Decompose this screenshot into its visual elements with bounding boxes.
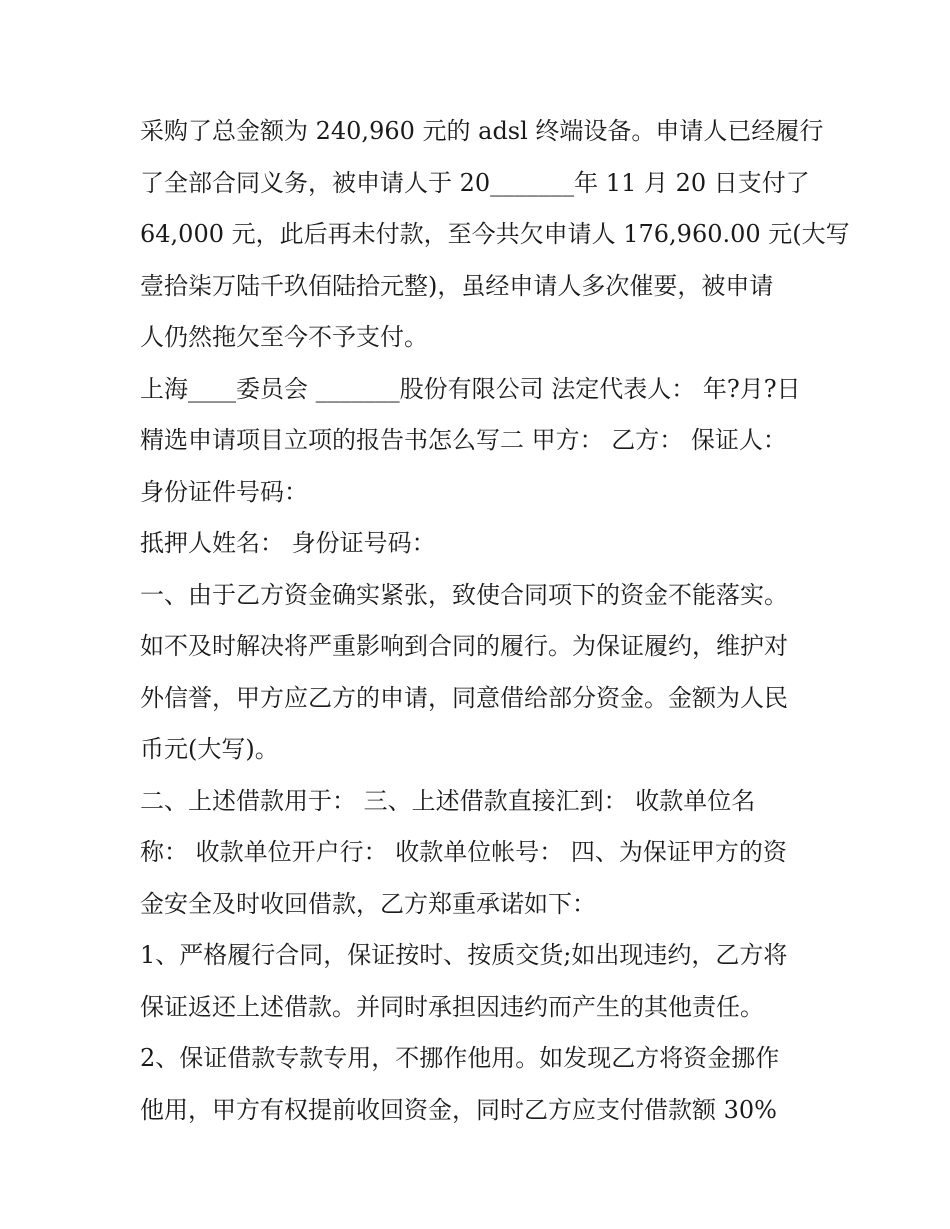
- text-line: 上海____委员会 _______股份有限公司 法定代表人： 年?月?日: [140, 374, 801, 403]
- text-line: 抵押人姓名： 身份证号码：: [140, 529, 436, 557]
- text-line: 采购了总金额为 240,960 元的 adsl 终端设备。申请人已经履行: [140, 117, 824, 145]
- text-line: 金安全及时收回借款，乙方郑重承诺如下：: [140, 889, 596, 918]
- text-line: 称： 收款单位开户行： 收款单位帐号： 四、为保证甲方的资: [140, 838, 787, 866]
- text-line: 2、保证借款专款专用，不挪作他用。如发现乙方将资金挪作: [140, 1044, 780, 1072]
- text-line: 精选申请项目立项的报告书怎么写二 甲方： 乙方： 保证人：: [140, 426, 787, 454]
- text-line: 币元(大写)。: [140, 735, 279, 763]
- text-line: 壹拾柒万陆千玖佰陆拾元整)，虽经申请人多次催要，被申请: [140, 271, 774, 300]
- text-line: 如不及时解决将严重影响到合同的履行。为保证履约，维护对: [140, 632, 788, 660]
- text-line: 保证返还上述借款。并同时承担因违约而产生的其他责任。: [140, 992, 764, 1021]
- text-line: 了全部合同义务，被申请人于 20_______年 11 月 20 日支付了: [140, 168, 810, 197]
- text-line: 人仍然拖欠至今不予支付。: [140, 323, 428, 351]
- text-line: 一、由于乙方资金确实紧张，致使合同项下的资金不能落实。: [140, 580, 788, 609]
- text-line: 身份证件号码：: [140, 477, 308, 506]
- text-line: 1、严格履行合同，保证按时、按质交货;如出现违约，乙方将: [140, 941, 788, 969]
- document-body: [140, 106, 850, 1136]
- text-line: 外信誉，甲方应乙方的申请，同意借给部分资金。金额为人民: [140, 683, 788, 712]
- text-line: 64,000 元，此后再未付款，至今共欠申请人 176,960.00 元(大写: [140, 220, 850, 248]
- text-line: 二、上述借款用于： 三、上述借款直接汇到： 收款单位名: [140, 786, 756, 815]
- text-line: 他用，甲方有权提前收回资金，同时乙方应支付借款额 30%: [140, 1095, 777, 1124]
